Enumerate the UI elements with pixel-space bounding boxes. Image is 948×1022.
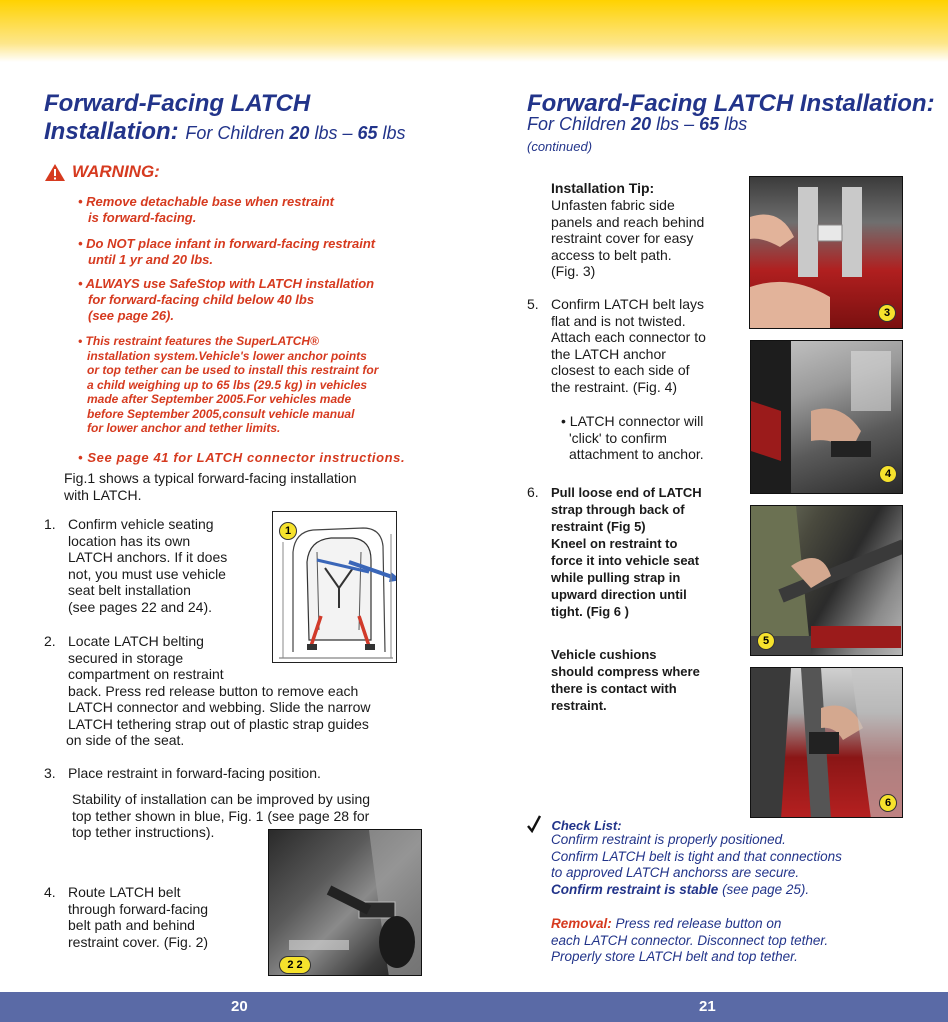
left-title-line2	[44, 118, 406, 146]
step3-number: 3.	[44, 765, 56, 781]
header-band	[0, 0, 948, 62]
step6-text: Pull loose end of LATCH strap through back of restraint (Fig 5) Kneel on restraint to force it into vehicle seat while pulling strap in upward direction until tight. (Fig 6 )	[551, 485, 702, 619]
fig4-badge: 4	[879, 465, 897, 483]
warning-label: WARNING:	[72, 162, 160, 181]
install-tip-text: Unfasten fabric side panels and reach behind restraint cover for easy access to belt path. (Fig. 3)	[551, 197, 705, 279]
removal-text: Removal: Press red release button on each LATCH connector. Disconnect top tether. Properly store LATCH belt and top tether.	[551, 916, 829, 964]
fig4-photo	[750, 340, 903, 494]
cushions-note: Vehicle cushions should compress where there is contact with restraint.	[551, 647, 700, 713]
warning-heading	[44, 162, 160, 182]
step4-text: Route LATCH belt through forward-facing belt path and behind restraint cover. (Fig. 2)	[68, 884, 209, 950]
checklist-title: Check List:	[551, 818, 622, 833]
step6-number: 6.	[527, 484, 539, 500]
right-title: Forward-Facing LATCH Installation:	[527, 90, 935, 117]
fig2-photo	[268, 829, 422, 976]
checklist-text: Confirm restraint is properly positioned. Confirm LATCH belt is tight and that connections to approved LATCH anchorss are secure. Confirm restraint is stable (see page 25).	[551, 832, 842, 897]
step4-number: 4.	[44, 884, 56, 900]
step2-number: 2.	[44, 633, 56, 649]
checklist-bold: Confirm restraint is stable	[551, 881, 719, 897]
superlatch-note: • This restraint features the SuperLATCH® installation system.Vehicle's lower anchor points or top tether can be used to install this restraint for a child weighing up to 65 lbs (29.5 kg) in vehicles made after September 2005.For vehicles made before September 2005,consult vehicle manual for lower anchor and tether limits.	[78, 334, 379, 435]
fig1-intro: Fig.1 shows a typical forward-facing installation with LATCH.	[64, 470, 357, 503]
left-subtitle: For Children 20 lbs – 65 lbs	[185, 123, 406, 143]
warning-item-1: • Remove detachable base when restraint is forward-facing.	[78, 194, 334, 225]
left-title-line1: Forward-Facing LATCH	[44, 90, 311, 117]
removal-label: Removal:	[551, 916, 612, 931]
step3-text: Place restraint in forward-facing position.	[68, 765, 321, 781]
install-tip-title: Installation Tip:	[551, 180, 655, 196]
fig6-photo	[750, 667, 903, 818]
warning-item-3: • ALWAYS use SafeStop with LATCH installation for forward-facing child below 40 lbs (see page 26).	[78, 276, 375, 323]
step1-number: 1.	[44, 516, 56, 532]
continued-label: (continued)	[527, 139, 593, 154]
footer-bar	[0, 992, 948, 1022]
right-subtitle: For Children 20 lbs – 65 lbs	[527, 114, 748, 134]
step5-bullet: • LATCH connector will 'click' to confirm attachment to anchor.	[561, 413, 704, 462]
fig6-badge: 6	[879, 794, 897, 812]
fig3-badge: 3	[878, 304, 896, 322]
fig5-badge: 5	[757, 632, 775, 650]
step2-text: Locate LATCH belting secured in storage compartment on restraint back. Press red release button to remove each LATCH connector and webbing. Slide the narrow LATCH tethering strap out of plastic strap guides on side of the seat.	[66, 633, 371, 748]
see-page-41-note: • See page 41 for LATCH connector instructions.	[78, 450, 406, 465]
step5-text: Confirm LATCH belt lays flat and is not twisted. Attach each connector to the LATCH anchor closest to each side of the restraint. (Fig. 4)	[551, 296, 706, 395]
right-page-number: 21	[699, 998, 716, 1015]
fig2-badge: 2 2	[279, 956, 311, 974]
fig5-photo	[750, 505, 903, 656]
warning-item-2: • Do NOT place infant in forward-facing restraint until 1 yr and 20 lbs.	[78, 236, 376, 267]
warning-triangle-icon	[44, 163, 66, 182]
step1-text: Confirm vehicle seating location has its own LATCH anchors. If it does not, you must use vehicle seat belt installation (see pages 22 and 24).	[68, 516, 228, 615]
left-page-number: 20	[231, 998, 248, 1015]
fig1-badge: 1	[279, 522, 297, 540]
left-title-installation: Installation:	[44, 118, 179, 145]
check-mark-icon	[527, 815, 541, 833]
step3-note: Stability of installation can be improved by using top tether shown in blue, Fig. 1 (see page 28 for top tether instructions).	[72, 791, 371, 840]
step5-number: 5.	[527, 296, 539, 312]
fig3-photo	[749, 176, 903, 329]
